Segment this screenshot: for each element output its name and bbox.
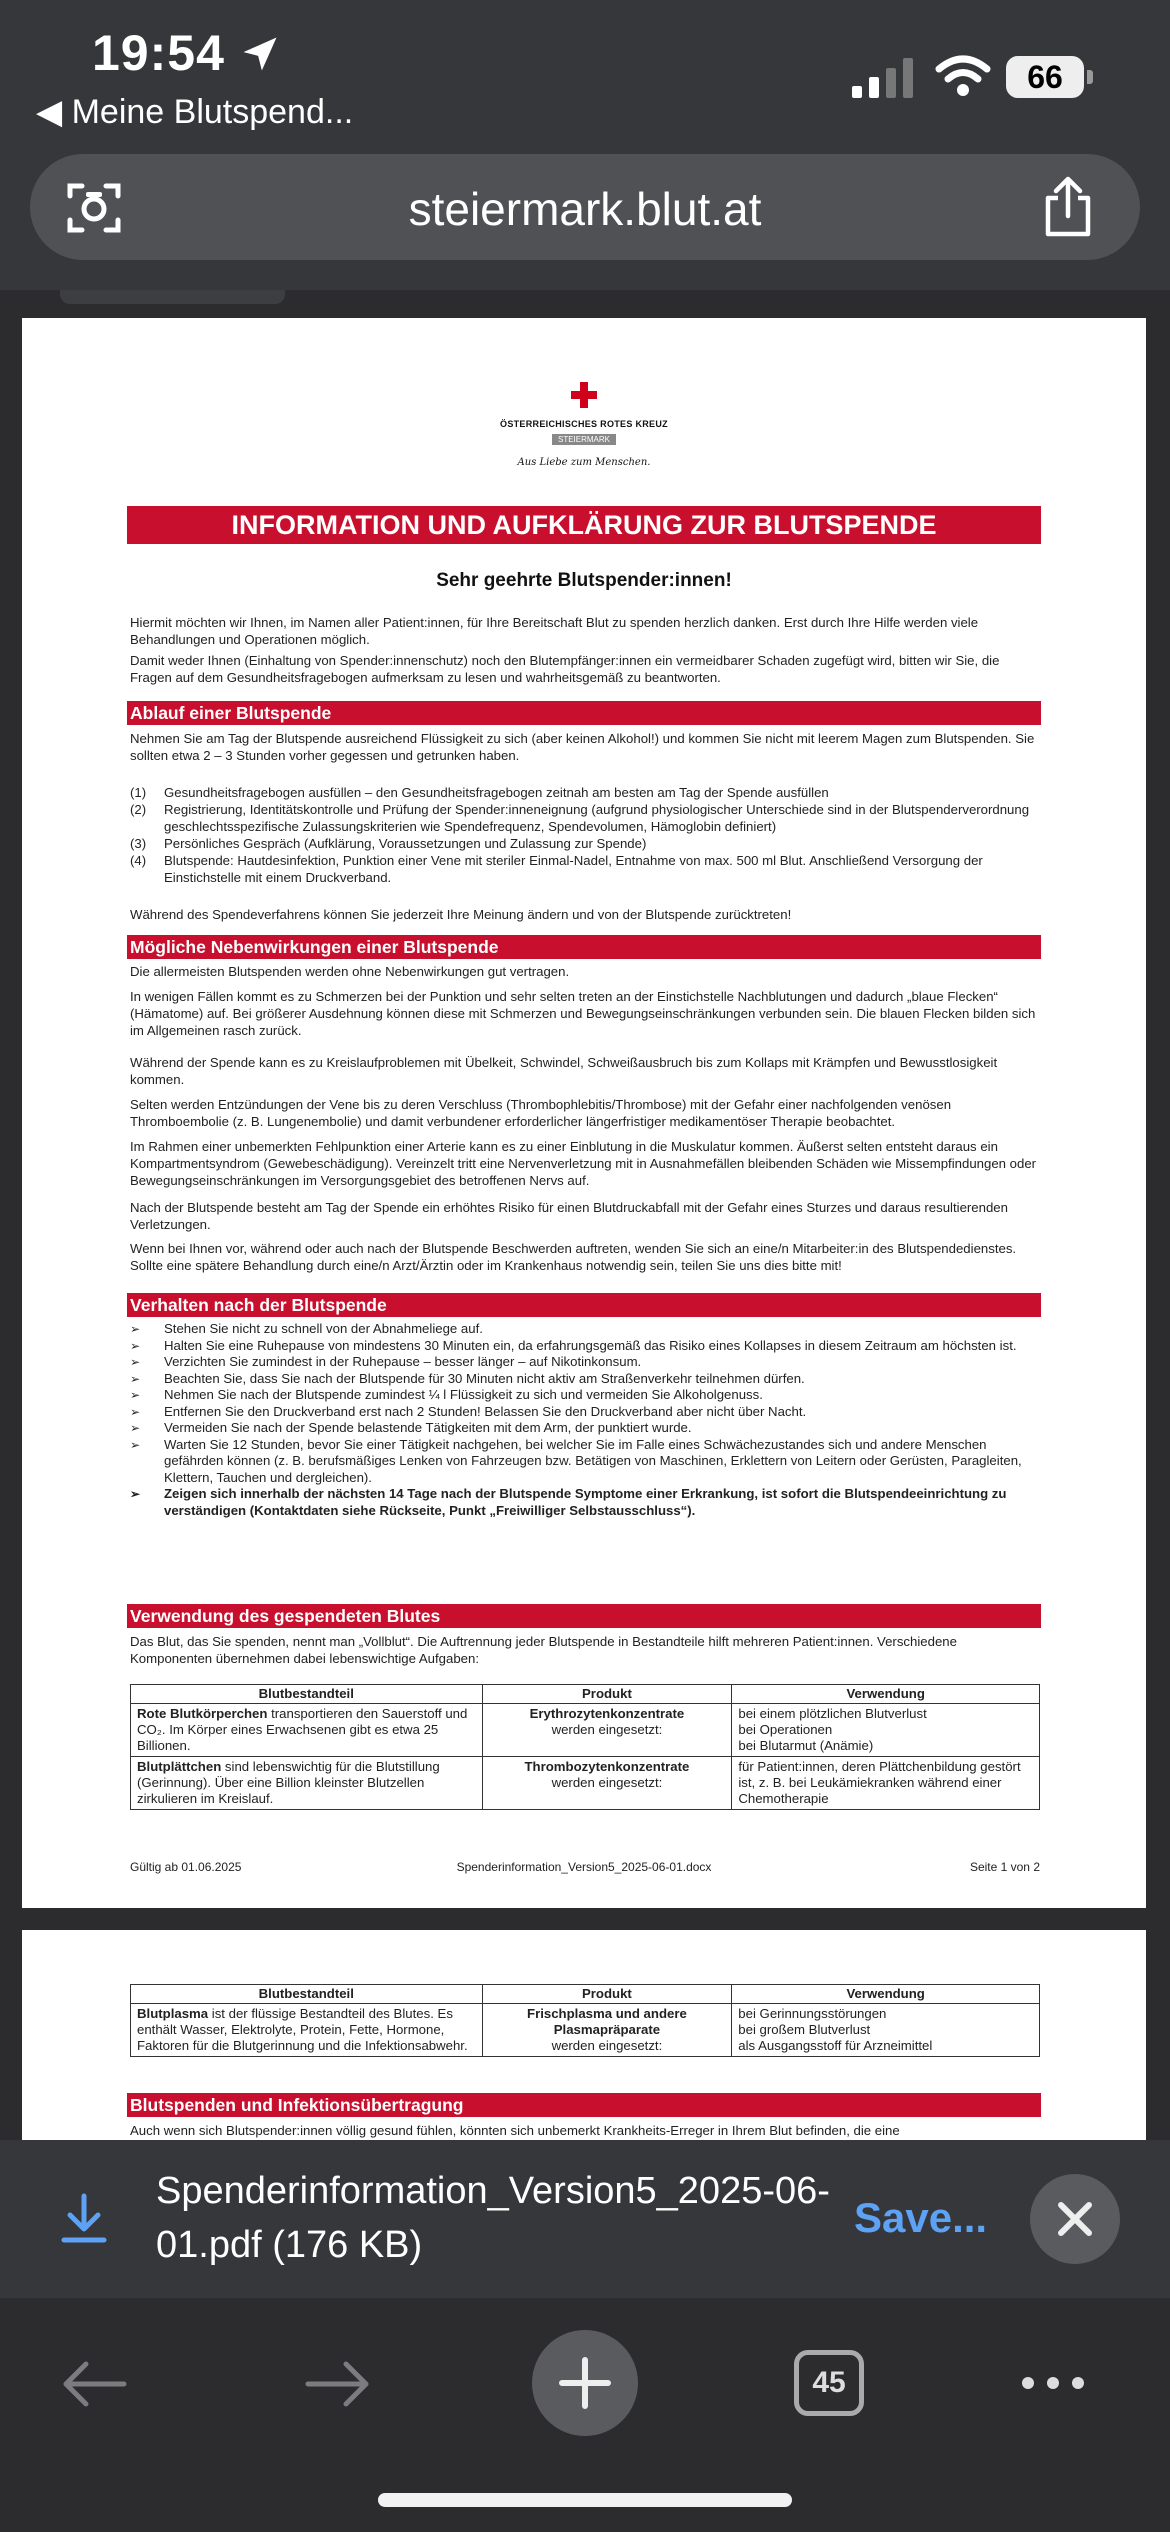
plus-icon — [532, 2330, 638, 2436]
table-header-row — [131, 1685, 1040, 1704]
url-text[interactable]: steiermark.blut.at — [408, 183, 762, 235]
wifi-icon — [935, 55, 991, 97]
list-item: ➢ Halten Sie eine Ruhepause von mindestens 30 Minuten ein, da erfahrungsgemäß das Risiko eines Kollapses in diesem Zeitraum am höchsten ist. — [130, 1338, 1040, 1355]
table-header: Produkt — [482, 1985, 732, 2004]
section-note: Während des Spendeverfahrens können Sie jederzeit Ihre Meinung ändern und von der Blutspende zurücktreten! — [130, 907, 792, 922]
home-indicator — [378, 2493, 792, 2507]
list-item: ➢ Vermeiden Sie nach der Spende belastende Tätigkeiten mit dem Arm, der punktiert wurde. — [130, 1420, 1040, 1437]
logo-motto: Aus Liebe zum Menschen. — [517, 457, 651, 468]
share-icon[interactable] — [1040, 176, 1096, 238]
section-text: Auch wenn sich Blutspender:innen völlig gesund fühlen, könnten sich unbemerkt Krankheits-Erreger in Ihrem Blut befinden, die eine — [130, 2123, 900, 2138]
section-text: Nach der Blutspende besteht am Tag der Spende ein erhöhtes Risiko für einen Blutdruckabfall mit der Gefahr eines Sturzes und daraus resultierenden Verletzungen. — [130, 1200, 1008, 1232]
download-file-name: Spenderinformation_Version5_2025-06-01.pdf (176 KB) — [156, 2170, 830, 2266]
footer-filename: Spenderinformation_Version5_2025-06-01.docx — [456, 1860, 712, 1874]
battery-level: 66 — [1006, 56, 1084, 98]
list-item: ➢ Nehmen Sie nach der Blutspende zumindest ¼ l Flüssigkeit zu sich und vermeiden Sie Alkoholgenuss. — [130, 1387, 1040, 1404]
signal-icon — [852, 58, 914, 98]
status-bar — [0, 0, 1170, 140]
close-icon — [1030, 2174, 1120, 2264]
page-tab-handle — [60, 290, 285, 304]
pdf-page-1 — [22, 318, 1146, 1908]
section-text: Während der Spende kann es zu Kreislaufproblemen mit Übelkeit, Schwindel, Schweißausbruch bis zum Kollaps mit Krämpfen und Bewusstlosigkeit kommen. — [130, 1055, 998, 1087]
document-title: INFORMATION UND AUFKLÄRUNG ZUR BLUTSPENDE — [127, 506, 1041, 544]
section-text: Das Blut, das Sie spenden, nennt man „Vollblut“. Die Auftrennung jeder Blutspende in Bestandteile hilft mehreren Patient:innen. Verschiedene Komponenten übernehmen dabei lebenswichtige Aufgaben: — [130, 1634, 957, 1666]
save-button[interactable]: Save... — [854, 2194, 988, 2241]
new-tab-button[interactable] — [532, 2330, 638, 2436]
table-header: Verwendung — [732, 1685, 1040, 1704]
section-text: Im Rahmen einer unbemerkten Fehlpunktion einer Arterie kann es zu einer Einblutung in die Muskulatur kommen. Äußerst selten entsteht daraus ein Kompartmentsyndrom (Gewebeschädigung). Vereinzelt tritt eine Nervenverletzung mit in Ausnahmefällen bleibenden Schäden wie Missempfindungen oder Bewegungseinschränkungen im Versorgungsgebiet des betroffenen Nervs auf. — [130, 1139, 1037, 1188]
table-cell: Erythrozytenkonzentrate werden eingesetzt: — [482, 1704, 732, 1757]
address-bar-area — [0, 140, 1170, 290]
greeting: Sehr geehrte Blutspender:innen! — [436, 570, 732, 591]
steps-list — [130, 784, 1040, 886]
section-heading: Verhalten nach der Blutspende — [127, 1293, 1041, 1317]
footer-page-number: Seite 1 von 2 — [969, 1860, 1040, 1874]
list-item: ➢ Warten Sie 12 Stunden, bevor Sie einer Tätigkeit nachgehen, bei welcher Sie im Falle eines Schwächezustandes sich und andere Menschen gefährden können (z. B. berufsmäßiges Lenken von Fahrzeugen bzw. Betätigen von Maschinen, Erklettern von Leitern oder Gerüsten, Paragleiten, Klettern, Tauchen und dergleichen). — [130, 1437, 1040, 1487]
table-header-row — [131, 1985, 1040, 2004]
table-row — [131, 1704, 1040, 1757]
table-cell: Thrombozytenkonzentrate werden eingesetzt: — [482, 1757, 732, 1810]
section-text: Die allermeisten Blutspenden werden ohne Nebenwirkungen gut vertragen. — [130, 964, 570, 979]
logo-org: ÖSTERREICHISCHES ROTES KREUZ — [500, 419, 668, 429]
table-cell: Blutplättchen sind lebenswichtig für die Blutstillung (Gerinnung). Über eine Billion kleinster Blutzellen zirkulieren im Kreislauf. — [131, 1757, 483, 1810]
table-cell: Blutplasma ist der flüssige Bestandteil des Blutes. Es enthält Wasser, Elektrolyte, Protein, Fette, Hormone, Faktoren für die Blutgerinnung und die Infektionsabwehr. — [131, 2004, 483, 2057]
footer-valid-date: Gültig ab 01.06.2025 — [130, 1860, 242, 1874]
close-download-button[interactable] — [1030, 2174, 1120, 2264]
list-item: ➢ Entfernen Sie den Druckverband erst nach 2 Stunden! Belassen Sie den Druckverband aber nicht über Nacht. — [130, 1404, 1040, 1421]
tabs-button[interactable]: 45 — [794, 2350, 864, 2416]
location-arrow-icon — [238, 32, 282, 76]
clock: 19:54 — [92, 25, 225, 81]
section-text: Nehmen Sie am Tag der Blutspende ausreichend Flüssigkeit zu sich (aber keinen Alkohol!) und kommen Sie nicht mit leerem Magen zum Blutspenden. Sie sollten etwa 2 – 3 Stunden vorher gegessen und getrunken haben. — [130, 731, 1035, 763]
back-arrow-icon[interactable] — [58, 2360, 130, 2408]
table-cell: bei einem plötzlichen Blutverlust bei Operationen bei Blutarmut (Anämie) — [732, 1704, 1040, 1757]
section-heading: Verwendung des gespendeten Blutes — [127, 1604, 1041, 1628]
list-item: (1) Gesundheitsfragebogen ausfüllen – den Gesundheitsfragebogen zeitnah am besten am Tag der Spende ausfüllen — [130, 785, 829, 800]
table-cell: Frischplasma und andere Plasmapräparate werden eingesetzt: — [482, 2004, 732, 2057]
pdf-page-2 — [22, 1930, 1146, 2150]
section-text: In wenigen Fällen kommt es zu Schmerzen bei der Punktion und sehr selten treten an der Einstichstelle Nachblutungen und dadurch „blaue Flecken“ (Hämatome) auf. Bei größerer Ausdehnung können diese mit Schmerzen und Bewegungseinschränkungen verbunden sein. Die blauen Flecken bilden sich im Allgemeinen rasch zurück. — [130, 989, 1036, 1038]
list-item: ➢ Verzichten Sie zumindest in der Ruhepause – besser länger – auf Nikotinkonsum. — [130, 1354, 1040, 1371]
address-bar[interactable] — [30, 154, 1140, 260]
forward-arrow-icon[interactable] — [302, 2360, 374, 2408]
table-header: Blutbestandteil — [131, 1685, 483, 1704]
list-item: ➢ Zeigen sich innerhalb der nächsten 14 Tage nach der Blutspende Symptome einer Erkrankung, ist sofort die Blutspendeeinrichtung zu verständigen (Kontaktdaten siehe Rückseite, Punkt „Freiwilliger Selbstausschluss“). — [130, 1486, 1040, 1519]
table-header: Produkt — [482, 1685, 732, 1704]
download-icon — [56, 2190, 112, 2246]
battery-icon — [1006, 56, 1096, 98]
blood-components-table-continued — [130, 1984, 1040, 2057]
list-item: (2) Registrierung, Identitätskontrolle und Prüfung der Spender:inneneignung (aufgrund physiologischer Unterschiede sind in der Blutspenderverordnung geschlechtsspezifische Zulassungskriterien wie Spendefrequenz, Spendevolumen, Hämoglobin definiert) — [130, 802, 1030, 834]
table-header: Blutbestandteil — [131, 1985, 483, 2004]
list-item: (4) Blutspende: Hautdesinfektion, Punktion einer Vene mit steriler Einmal-Nadel, Entnahme von max. 500 ml Blut. Anschließend Versorgung der Einstichstelle mit einem Druckverband. — [130, 853, 983, 885]
intro-paragraph-2: Damit weder Ihnen (Einhaltung von Spender:innenschutz) noch den Blutempfänger:innen ein vermeidbarer Schaden zugefügt wird, bitten wir Sie, die Fragen auf dem Gesundheitsfragebogen aufmerksam zu lesen und wahrheitsgemäß zu beantworten. — [130, 653, 1000, 685]
red-cross-icon — [571, 382, 597, 408]
table-header: Verwendung — [732, 1985, 1040, 2004]
table-cell: für Patient:innen, deren Plättchenbildung gestört ist, z. B. bei Leukämiekranken während einer Chemotherapie — [732, 1757, 1040, 1810]
section-text: Wenn bei Ihnen vor, während oder auch nach der Blutspende Beschwerden auftreten, wenden Sie sich an eine/n Mitarbeiter:in des Blutspendedienstes. Sollte eine spätere Behandlung durch eine/n Arzt/Ärztin oder im Krankenhaus notwendig sein, teilen Sie uns dies bitte mit! — [130, 1241, 1017, 1273]
red-cross-logo — [22, 382, 1146, 468]
more-icon[interactable] — [1018, 2368, 1088, 2398]
list-item: ➢ Beachten Sie, dass Sie nach der Blutspende für 30 Minuten nicht aktiv am Straßenverkehr teilnehmen dürfen. — [130, 1371, 1040, 1388]
behavior-list — [130, 1321, 1040, 1519]
section-text: Selten werden Entzündungen der Vene bis zu deren Verschluss (Thrombophlebitis/Thrombose) mit der Gefahr einer nachfolgenden venösen Thromboembolie (z. B. Lungenembolie) und damit verbundener erforderlicher längerfristiger medikamentöser Therapie beobachtet. — [130, 1097, 952, 1129]
section-heading: Mögliche Nebenwirkungen einer Blutspende — [127, 935, 1041, 959]
download-bar — [0, 2140, 1170, 2298]
list-item: (3) Persönliches Gespräch (Aufklärung, Voraussetzungen und Zulassung zur Spende) — [130, 836, 647, 851]
back-to-app-link[interactable]: ◀ Meine Blutspend... — [36, 93, 354, 131]
table-row — [131, 2004, 1040, 2057]
logo-region: STEIERMARK — [552, 434, 616, 445]
table-cell: bei Gerinnungsstörungen bei großem Blutverlust als Ausgangsstoff für Arzneimittel — [732, 2004, 1040, 2057]
table-row — [131, 1757, 1040, 1810]
blood-components-table — [130, 1684, 1040, 1810]
section-heading: Ablauf einer Blutspende — [127, 701, 1041, 725]
section-heading: Blutspenden und Infektionsübertragung — [127, 2093, 1041, 2117]
table-cell: Rote Blutkörperchen transportieren den Sauerstoff und CO₂. Im Körper eines Erwachsenen gibt es etwa 25 Billionen. — [131, 1704, 483, 1757]
intro-paragraph-1: Hiermit möchten wir Ihnen, im Namen aller Patient:innen, für Ihre Bereitschaft Blut zu spenden herzlich danken. Erst durch Ihre Hilfe werden viele Behandlungen und Operationen möglich. — [130, 615, 979, 647]
list-item: ➢ Stehen Sie nicht zu schnell von der Abnahmeliege auf. — [130, 1321, 1040, 1338]
